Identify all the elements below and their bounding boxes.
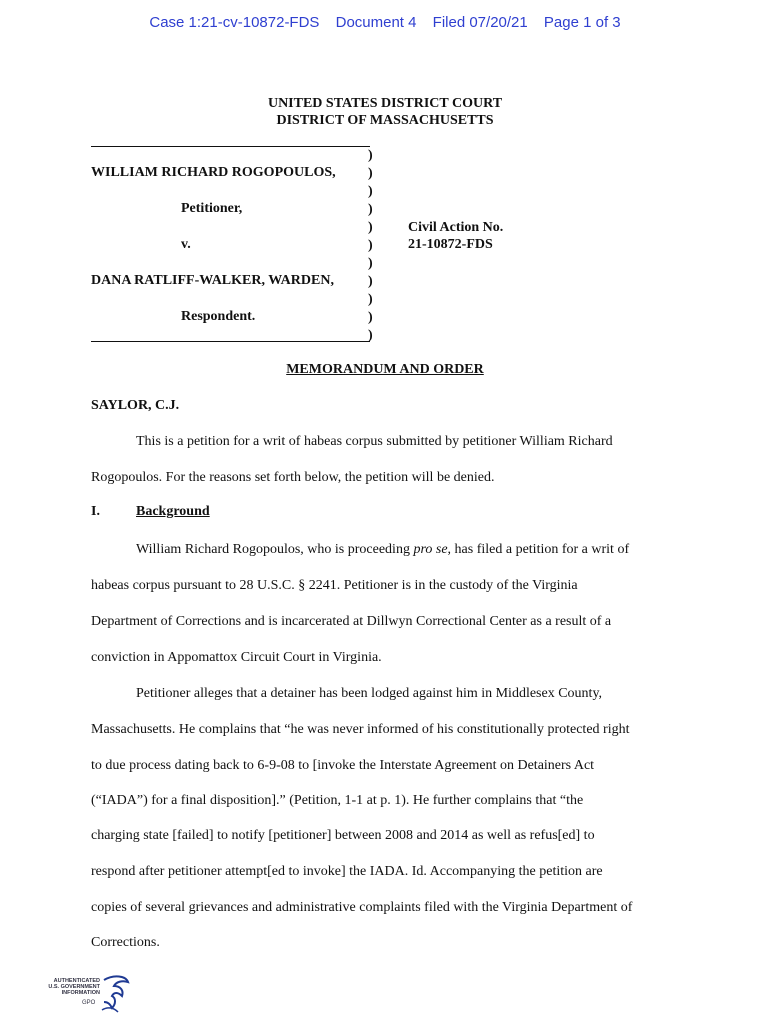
- para2-line-2: Massachusetts. He complains that “he was never informed of his constitutionally protected right: [91, 722, 630, 737]
- court-line-2: DISTRICT OF MASSACHUSETTS: [276, 113, 494, 128]
- ecf-header-stamp: [0, 14, 770, 31]
- para2-line-7: copies of several grievances and administrative complaints filed with the Virginia Department of: [91, 900, 633, 915]
- para2-line-3: to due process dating back to 6-9-08 to [invoke the Interstate Agreement on Detainers Act: [91, 758, 595, 773]
- civil-action-label: Civil Action No.: [408, 220, 504, 235]
- para2-line-1: Petitioner alleges that a detainer has been lodged against him in Middlesex County,: [136, 686, 603, 701]
- respondent-role: Respondent.: [181, 309, 256, 324]
- paren: ): [368, 184, 373, 199]
- para2-line-4: (“IADA”) for a final disposition].” (Petition, 1-1 at p. 1). He further complains that “the: [91, 793, 584, 808]
- filed-date: Filed 07/20/21: [432, 14, 528, 31]
- seal-line-2: U.S. GOVERNMENT: [48, 984, 100, 990]
- document-number: Document 4: [335, 14, 417, 31]
- paren: ): [368, 256, 373, 271]
- intro-line-2: Rogopoulos. For the reasons set forth below, the petition will be denied.: [91, 470, 495, 485]
- intro-line-1: This is a petition for a writ of habeas corpus submitted by petitioner William Richard: [136, 434, 613, 449]
- seal-gpo: GPO: [82, 1000, 96, 1006]
- paren: ): [368, 292, 373, 307]
- paren: ): [368, 328, 373, 343]
- civil-action-number: 21-10872-FDS: [408, 237, 493, 252]
- para1-text-a: William Richard Rogopoulos, who is proceeding: [136, 542, 414, 557]
- para2-line-8: Corrections.: [91, 935, 160, 950]
- civil-action: [408, 219, 503, 253]
- court-line-1: UNITED STATES DISTRICT COURT: [267, 96, 503, 111]
- petitioner-role: Petitioner,: [181, 201, 243, 216]
- judge-name: SAYLOR, C.J.: [91, 398, 180, 413]
- paren: ): [368, 310, 373, 325]
- pro-se-italic: pro se: [413, 542, 448, 557]
- case-number: Case 1:21-cv-10872-FDS: [149, 14, 320, 31]
- versus: v.: [181, 237, 191, 252]
- eagle-icon: [100, 974, 130, 1014]
- paren: ): [368, 274, 373, 289]
- para1-line-2: habeas corpus pursuant to 28 U.S.C. § 2241. Petitioner is in the custody of the Virginia: [91, 578, 578, 593]
- caption-parentheses: [368, 147, 373, 345]
- petitioner-name: WILLIAM RICHARD ROGOPOULOS,: [91, 165, 336, 180]
- seal-line-1: AUTHENTICATED: [53, 978, 100, 984]
- paren: ): [368, 238, 373, 253]
- memorandum-title: MEMORANDUM AND ORDER: [286, 362, 484, 377]
- court-name: [0, 95, 770, 129]
- seal-text: [40, 978, 100, 996]
- caption-bottom-rule: [91, 341, 370, 342]
- caption-top-rule: [91, 146, 370, 147]
- para1-line-4: conviction in Appomattox Circuit Court in Virginia.: [91, 650, 382, 665]
- paren: ): [368, 148, 373, 163]
- paren: ): [368, 166, 373, 181]
- seal-line-3: INFORMATION: [61, 990, 100, 996]
- para2-line-6: respond after petitioner attempt[ed to invoke] the IADA. Id. Accompanying the petition are: [91, 864, 603, 879]
- section-heading: Background: [136, 504, 210, 519]
- paren: ): [368, 202, 373, 217]
- para1-line-1: [136, 532, 629, 568]
- respondent-name: DANA RATLIFF-WALKER, WARDEN,: [91, 273, 334, 288]
- page-indicator: Page 1 of 3: [543, 14, 621, 31]
- para1-text-b: , has filed a petition for a writ of: [447, 542, 630, 557]
- section-number: I.: [91, 504, 100, 519]
- para1-line-3: Department of Corrections and is incarcerated at Dillwyn Correctional Center as a result of a: [91, 614, 612, 629]
- paren: ): [368, 220, 373, 235]
- gpo-authentication-seal: [40, 972, 132, 1016]
- para2-line-5: charging state [failed] to notify [petitioner] between 2008 and 2014 as well as refus[ed] to: [91, 828, 595, 843]
